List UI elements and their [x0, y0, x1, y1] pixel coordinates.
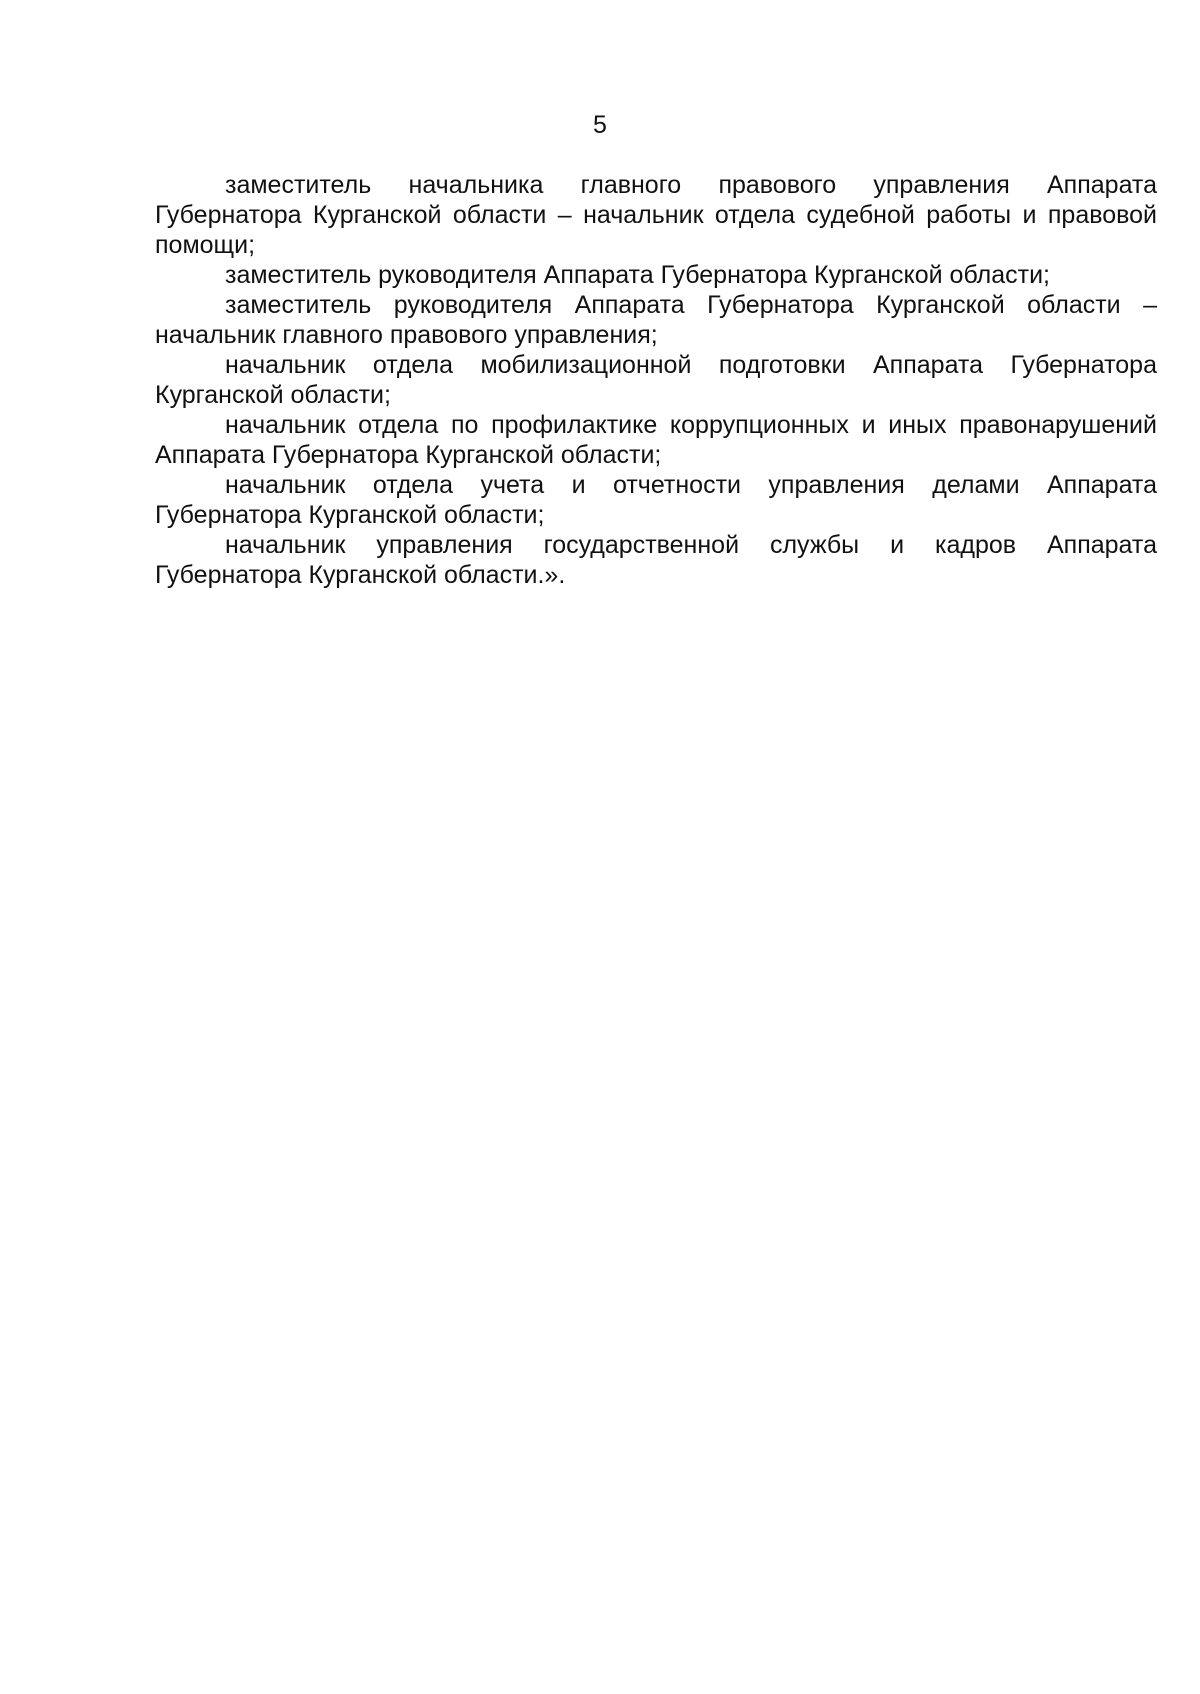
- page-number: 5: [593, 111, 607, 139]
- paragraph-6: начальник отдела учета и отчетности управления делами Аппарата Губернатора Курганской области;: [155, 471, 1157, 529]
- document-body: [155, 170, 1157, 590]
- paragraph-2: заместитель руководителя Аппарата Губернатора Курганской области;: [225, 261, 1050, 289]
- paragraph-5: начальник отдела по профилактике коррупционных и иных правонарушений Аппарата Губернатора Курганской области;: [155, 411, 1157, 469]
- paragraph-7: начальник управления государственной службы и кадров Аппарата Губернатора Курганской области.».: [155, 531, 1157, 589]
- paragraph-3: заместитель руководителя Аппарата Губернатора Курганской области – начальник главного правового управления;: [155, 291, 1157, 349]
- paragraph-1: заместитель начальника главного правового управления Аппарата Губернатора Курганской области – начальник отдела судебной работы и правовой помощи;: [155, 171, 1157, 259]
- paragraph-4: начальник отдела мобилизационной подготовки Аппарата Губернатора Курганской области;: [155, 351, 1157, 409]
